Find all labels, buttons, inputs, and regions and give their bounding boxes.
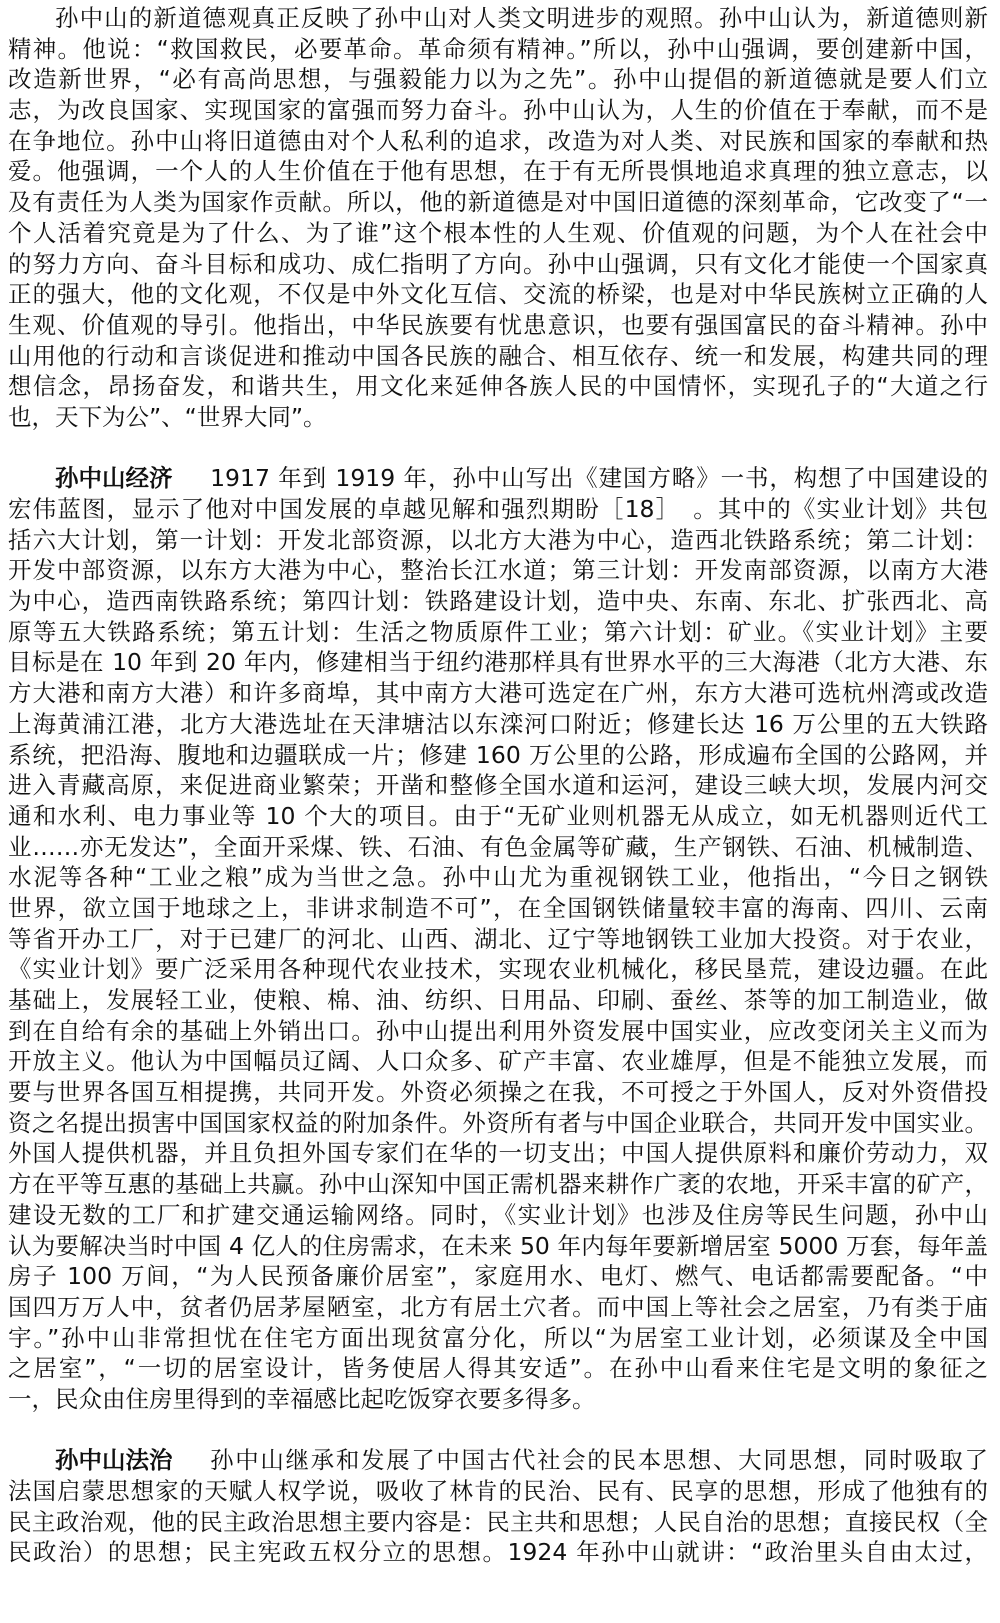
- paragraph-spacer: [8, 433, 988, 464]
- text-line: 外国人提供机器，并且负担外国专家们在华的一切支出；中国人提供原料和廉价劳动力，双: [8, 1139, 988, 1168]
- text-line: 1917 年到 1919 年，孙中山写出《建国方略》一书，构想了中国建设的: [210, 464, 988, 493]
- text-line: 等省开办工厂，对于已建厂的河北、山西、湖北、辽宁等地钢铁工业加大投资。对于农业，: [8, 924, 988, 953]
- text-line: 开放主义。他认为中国幅员辽阔、人口众多、矿产丰富、农业雄厚，但是不能独立发展，而: [8, 1047, 988, 1076]
- text-line-with-heading: [8, 463, 988, 494]
- text-line: 建设无数的工厂和扩建交通运输网络。同时，《实业计划》也涉及住房等民生问题，孙中山: [8, 1200, 988, 1229]
- text-line: 一，民众由住房里得到的幸福感比起吃饭穿衣要多得多。: [8, 1384, 596, 1413]
- text-line: 民主政治观，他的民主政治思想主要内容是：民主共和思想；人民自治的思想；直接民权（全: [8, 1507, 988, 1536]
- text-line: 法国启蒙思想家的天赋人权学说，吸收了林肯的民治、民有、民享的思想，形成了他独有的: [8, 1477, 988, 1505]
- text-line: 基础上，发展轻工业，使粮、棉、油、纺织、日用品、印刷、蚕丝、茶等的加工制造业，做: [8, 986, 988, 1014]
- text-line: 爱。他强调，一个人的人生价值在于他有思想，在于有无所畏惧地追求真理的独立意志，以: [8, 157, 988, 186]
- text-line: 认为要解决当时中国 4 亿人的住房需求，在未来 50 年内每年要新增居室 5000 万套，每年盖: [8, 1231, 988, 1260]
- section-heading: 孙中山经济: [55, 464, 173, 493]
- text-line: 个人活着究竟是为了什么、为了谁”这个根本性的人生观、价值观的问题，为个人在社会中: [8, 218, 988, 247]
- paragraph-rule-of-law: [8, 1445, 988, 1568]
- text-line: 生观、价值观的导引。他指出，中华民族要有忧患意识，也要有强国富民的奋斗精神。孙中: [8, 310, 988, 339]
- text-line: 开发中部资源，以东方大港为中心，整治长江水道；第三计划：开发南部资源，以南方大港: [8, 556, 988, 585]
- text-line: 房子 100 万间，“为人民预备廉价居室”，家庭用水、电灯、燃气、电话都需要配备。“中: [8, 1262, 988, 1291]
- text-line: 孙中山的新道德观真正反映了孙中山对人类文明进步的观照。孙中山认为，新道德则新: [55, 4, 988, 32]
- text-line: 上海黄浦江港，北方大港选址在天津塘沽以东滦河口附近；修建长达 16 万公里的五大铁路: [8, 709, 988, 738]
- text-line: 正的强大，他的文化观，不仅是中外文化互信、交流的桥梁，也是对中华民族树立正确的人: [8, 280, 988, 309]
- text-line: 精神。他说：“救国救民，必要革命。革命须有精神。”所以，孙中山强调，要创建新中国，: [8, 34, 988, 63]
- text-line: 为中心，造西南铁路系统；第四计划：铁路建设计划，造中央、东南、东北、扩张西北、高: [8, 587, 988, 616]
- text-line: 水泥等各种“工业之粮”成为当世之急。孙中山尤为重视钢铁工业，他指出，“今日之钢铁: [8, 863, 988, 892]
- text-line: 方大港和南方大港）和许多商埠，其中南方大港可选定在广州，东方大港可选杭州湾或改造: [8, 679, 988, 708]
- section-heading: 孙中山法治: [55, 1446, 173, 1475]
- text-line: 的努力方向、奋斗目标和成功、成仁指明了方向。孙中山强调，只有文化才能使一个国家真: [8, 249, 988, 278]
- paragraph-spacer: [8, 1415, 988, 1446]
- paragraph-new-morality: [8, 3, 988, 433]
- text-line: 世界，欲立国于地球之上，非讲求制造不可”，在全国钢铁储量较丰富的海南、四川、云南: [8, 893, 988, 922]
- text-line: 民政治）的思想；民主宪政五权分立的思想。1924 年孙中山就讲：“政治里头自由太过，: [8, 1538, 988, 1567]
- text-line: 孙中山继承和发展了中国古代社会的民本思想、大同思想，同时吸取了: [210, 1446, 988, 1475]
- text-line: 要与世界各国互相提携，共同开发。外资必须操之在我，不可授之于外国人，反对外资借投: [8, 1078, 988, 1107]
- text-line: 系统，把沿海、腹地和边疆联成一片；修建 160 万公里的公路，形成遍布全国的公路网，并: [8, 740, 988, 769]
- text-line: 也，天下为公”、“世界大同”。: [8, 402, 327, 431]
- text-line: 改造新世界，“必有高尚思想，与强毅能力以为之先”。孙中山提倡的新道德就是要人们立: [8, 65, 988, 94]
- text-line: 方在平等互惠的基础上共赢。孙中山深知中国正需机器来耕作广袤的农地，开采丰富的矿产，: [8, 1170, 988, 1199]
- text-line: 进入青藏高原，来促进商业繁荣；开凿和整修全国水道和运河，建设三峡大坝，发展内河交: [8, 771, 988, 800]
- text-line: 及有责任为人类为国家作贡献。所以，他的新道德是对中国旧道德的深刻革命，它改变了“一: [8, 188, 988, 217]
- text-line: 原等五大铁路系统；第五计划：生活之物质原件工业；第六计划：矿业。《实业计划》主要: [8, 617, 988, 646]
- text-line: 到在自给有余的基础上外销出口。孙中山提出利用外资发展中国实业，应改变闭关主义而为: [8, 1016, 988, 1045]
- text-line: 业……亦无发达”，全面开采煤、铁、石油、有色金属等矿藏，生产钢铁、石油、机械制造、: [8, 832, 988, 861]
- text-line: 志，为改良国家、实现国家的富强而努力奋斗。孙中山认为，人生的价值在于奉献，而不是: [8, 96, 988, 125]
- text-line: 宇。”孙中山非常担忧在住宅方面出现贫富分化，所以“为居室工业计划，必须谋及全中国: [8, 1323, 988, 1352]
- text-line: 括六大计划，第一计划：开发北部资源，以北方大港为中心，造西北铁路系统；第二计划：: [8, 525, 988, 554]
- text-line: 之居室”，“一切的居室设计，皆务使居人得其安适”。在孙中山看来住宅是文明的象征之: [8, 1354, 988, 1383]
- text-line: 在争地位。孙中山将旧道德由对个人私利的追求，改造为对人类、对民族和国家的奉献和热: [8, 126, 988, 155]
- text-line: 资之名提出损害中国国家权益的附加条件。外资所有者与中国企业联合，共同开发中国实业。: [8, 1108, 988, 1137]
- text-line: 目标是在 10 年到 20 年内，修建相当于纽约港那样具有世界水平的三大海港（北方大港、东: [8, 648, 988, 677]
- text-line-with-heading: [8, 1445, 988, 1476]
- text-line: 山用他的行动和言谈促进和推动中国各民族的融合、相互依存、统一和发展，构建共同的理: [8, 341, 988, 370]
- text-line: 国四万万人中，贫者仍居茅屋陋室，北方有居土穴者。而中国上等社会之居室，乃有类于庙: [8, 1292, 988, 1321]
- text-line: 《实业计划》要广泛采用各种现代农业技术，实现农业机械化，移民垦荒，建设边疆。在此: [8, 955, 988, 984]
- paragraph-economy: [8, 463, 988, 1414]
- text-line: 通和水利、电力事业等 10 个大的项目。由于“无矿业则机器无从成立，如无机器则近代工: [8, 801, 988, 830]
- text-line: 宏伟蓝图，显示了他对中国发展的卓越见解和强烈期盼［18］ 。其中的《实业计划》共包: [8, 495, 988, 523]
- text-line: 想信念，昂扬奋发，和谐共生，用文化来延伸各族人民的中国情怀，实现孔子的“大道之行: [8, 372, 988, 401]
